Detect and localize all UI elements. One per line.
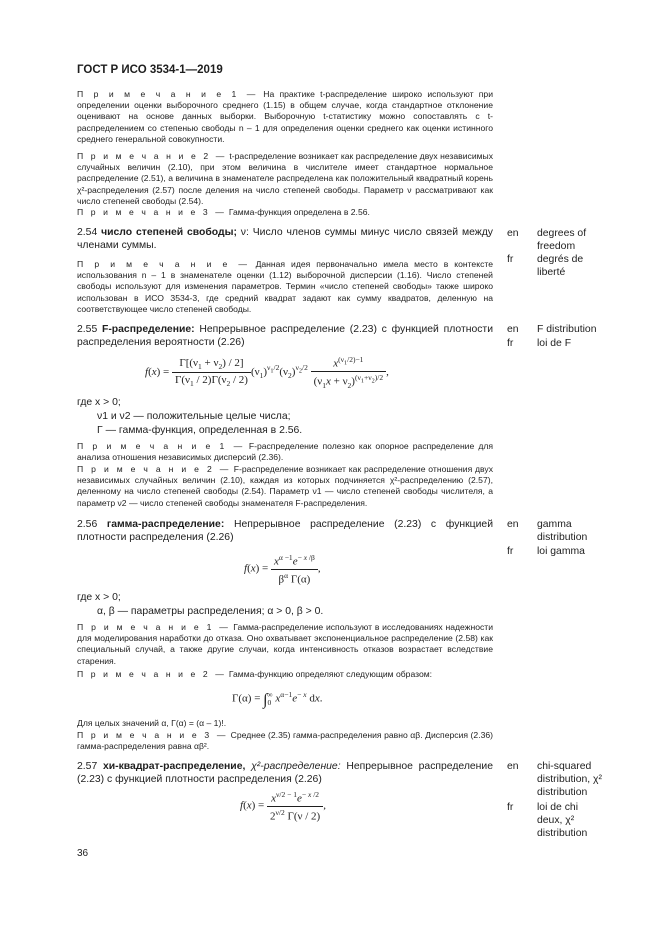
note-text: Данная идея первоначально имела место в контексте использования n – 1 в знаменателе оценки (1.12) выборочной дисперсии (1.16). Число степеней свободы используют для изменения параметров. Термин «число степеней свободы» также широко использован в ИСО 3534-3, где средний квадрат задают как сумму квадратов, деленную на соответствующее число степеней свободы. [77,259,493,314]
lang-code-en: en [507,761,519,772]
term-2-56-note-1 [77,622,493,667]
gamma-function-formula: $\Gamma(\alpha) = \int_0^\infty$ $x^{\alpha-1}e^{- x}$ dx. [232,690,323,709]
term-2-55 [77,323,493,349]
note-text: Гамма-распределение используют в исследованиях надежности для моделирования наработки до отказа. Оно охватывает экспоненциальное распределение (2.58) как специальный случай, а также другие случаи, когда интенсивность отказов возрастает вследствие старения. [77,622,494,666]
where-item: α, β — параметры распределения; α > 0, β > 0. [97,606,324,617]
term-name: гамма-распределение: [106,519,225,530]
note-label: П р и м е ч а н и е 1 — [77,89,258,99]
note-text: На практике t-распределение широко используют при определении оценки выборочного среднего (1.15) в общем случае, когда стандартное отклонение оценивают на основе данных выборки. Выборочную t-статистику можно сопоставлять с t-распределением со степенью свободы n – 1 для определения оценки среднего как оценки истинного среднего генеральной совокупности. [77,89,493,144]
term-2-54 [77,226,493,252]
note-label: П р и м е ч а н и е 1 — [77,622,231,632]
term-2-55-note-2 [77,464,493,509]
t-note-2 [77,151,493,207]
term-2-56 [77,518,493,544]
term-2-54-note [77,259,493,315]
term-number: 2.54 [77,227,98,238]
term-definition: Непрерывное распределение (2.23) с функцией плотности распределения (2.26) [77,519,494,544]
gamma-distribution-formula: f(x) = $\frac{x^{\alpha -1}e^{- x /\beta}}{\beta^\alpha \Gamma(\alpha)}$ , [244,553,321,586]
where-line: где x > 0; [77,397,121,408]
chi-squared-formula: f(x) = $\frac{x^{\nu/2 - 1}e^{- x /2}}{2^{\nu/2} \Gamma(\nu / 2)}$ , [240,790,326,823]
term-2-55-note-1 [77,441,493,463]
lang-term-en: F distribution [537,324,597,335]
lang-code-en: en [507,324,519,335]
where-line: где x > 0; [77,592,121,603]
f-distribution-formula: f(x) = $\frac{\Gamma[(\nu_1 + \nu_2) / 2]}{\Gamma(\nu_1 / 2)\Gamma(\nu_2 / 2)}$ $(\nu_1)^{\nu_1/2}(\nu_2)^{\nu_2/2}$ $\frac{x^{(\nu_1/2)-1}}{(\nu_1x + \nu_2)^{(\nu_1+\nu_2)/2}}$ , [145,355,389,390]
lang-code-en: en [507,228,519,239]
lang-term-fr: loi de chi deux, χ² distribution [537,802,588,839]
page-header: ГОСТ Р ИСО 3534-1—2019 [77,64,223,76]
term-definition: ν: Число членов суммы минус число связей между членами суммы. [77,227,493,252]
lang-term-en: degrees of freedom [537,228,587,252]
term-2-57 [77,760,493,786]
page-number: 36 [77,848,89,859]
note-text: Гамма-функция определена в 2.56. [226,207,370,217]
lang-term-en: chi-squared distribution, χ² distribution [537,761,602,798]
note-label: П р и м е ч а н и е — [77,259,250,269]
note-label: П р и м е ч а н и е 3 — [77,207,227,217]
note-text: Среднее (2.35) гамма-распределения равно αβ. Дисперсия (2.36) гамма-распределения равна αβ². [77,730,493,752]
note-label: П р и м е ч а н и е 2 — [77,151,227,161]
term-number: 2.56 [77,519,98,530]
note-label: П р и м е ч а н и е 2 — [77,669,227,679]
note-label: П р и м е ч а н и е 1 — [77,441,245,451]
term-definition: Непрерывное распределение (2.23) с функцией плотности распределения вероятности (2.26) [77,324,493,349]
lang-code-fr: fr [507,802,514,813]
term-number: 2.55 [77,324,98,335]
where-item: Γ — гамма-функция, определенная в 2.56. [97,425,303,436]
note-text: F-распределение полезно как опорное распределение для анализа отношения независимых дисперсий (2.36). [77,441,494,463]
lang-code-fr: fr [507,546,514,557]
term-name-alt: χ²-распределение: [245,761,341,772]
note-text: F-распределение возникает как распределение отношения двух независимых случайных величин (2.10), каждая из которых подчиняется χ²-распределению (2.57), деленному на число степеней свободы (2.54). Параметр ν1 — число степеней свободы числителя, а параметр ν2 — число степеней свободы знаменателя F-распределения. [77,464,493,508]
note-label: П р и м е ч а н и е 2 — [77,464,231,474]
lang-code-fr: fr [507,254,514,265]
lang-term-en: gamma distribution [537,519,588,543]
term-definition: Непрерывное распределение (2.23) с функцией плотности распределения (2.26) [77,761,493,786]
term-2-56-note-2 [77,669,493,680]
where-item: ν1 и ν2 — положительные целые числа; [97,411,291,422]
lang-code-fr: fr [507,338,514,349]
t-note-1 [77,89,493,145]
lang-term-fr: loi de F [537,338,572,349]
note-text: t-распределение возникает как распределение двух независимых случайных величин (2.10), при этом величина в числителе имеет стандартное нормальное распределение (2.51), а величина в знаменателе распределена как положительный квадратный корень χ²-распределения (2.57) после деления на число степеней свободы. Параметр ν рассматривают как число степеней свободы (2.54). [77,151,493,206]
note-label: П р и м е ч а н и е 3 — [77,730,229,740]
term-number: 2.57 [77,761,98,772]
lang-term-fr: degrés de liberté [537,254,584,278]
integer-values-text: Для целых значений α, Γ(α) = (α – 1)!. [77,718,227,728]
term-name: F-распределение: [101,324,195,335]
t-note-3 [77,207,493,218]
term-name: число степеней свободы; [101,227,237,238]
term-2-56-note-3 [77,730,493,752]
lang-term-fr: loi gamma [537,546,585,557]
lang-code-en: en [507,519,519,530]
note-text: Гамма-функцию определяют следующим образом: [226,669,433,679]
term-name: хи-квадрат-распределение, [102,761,246,772]
